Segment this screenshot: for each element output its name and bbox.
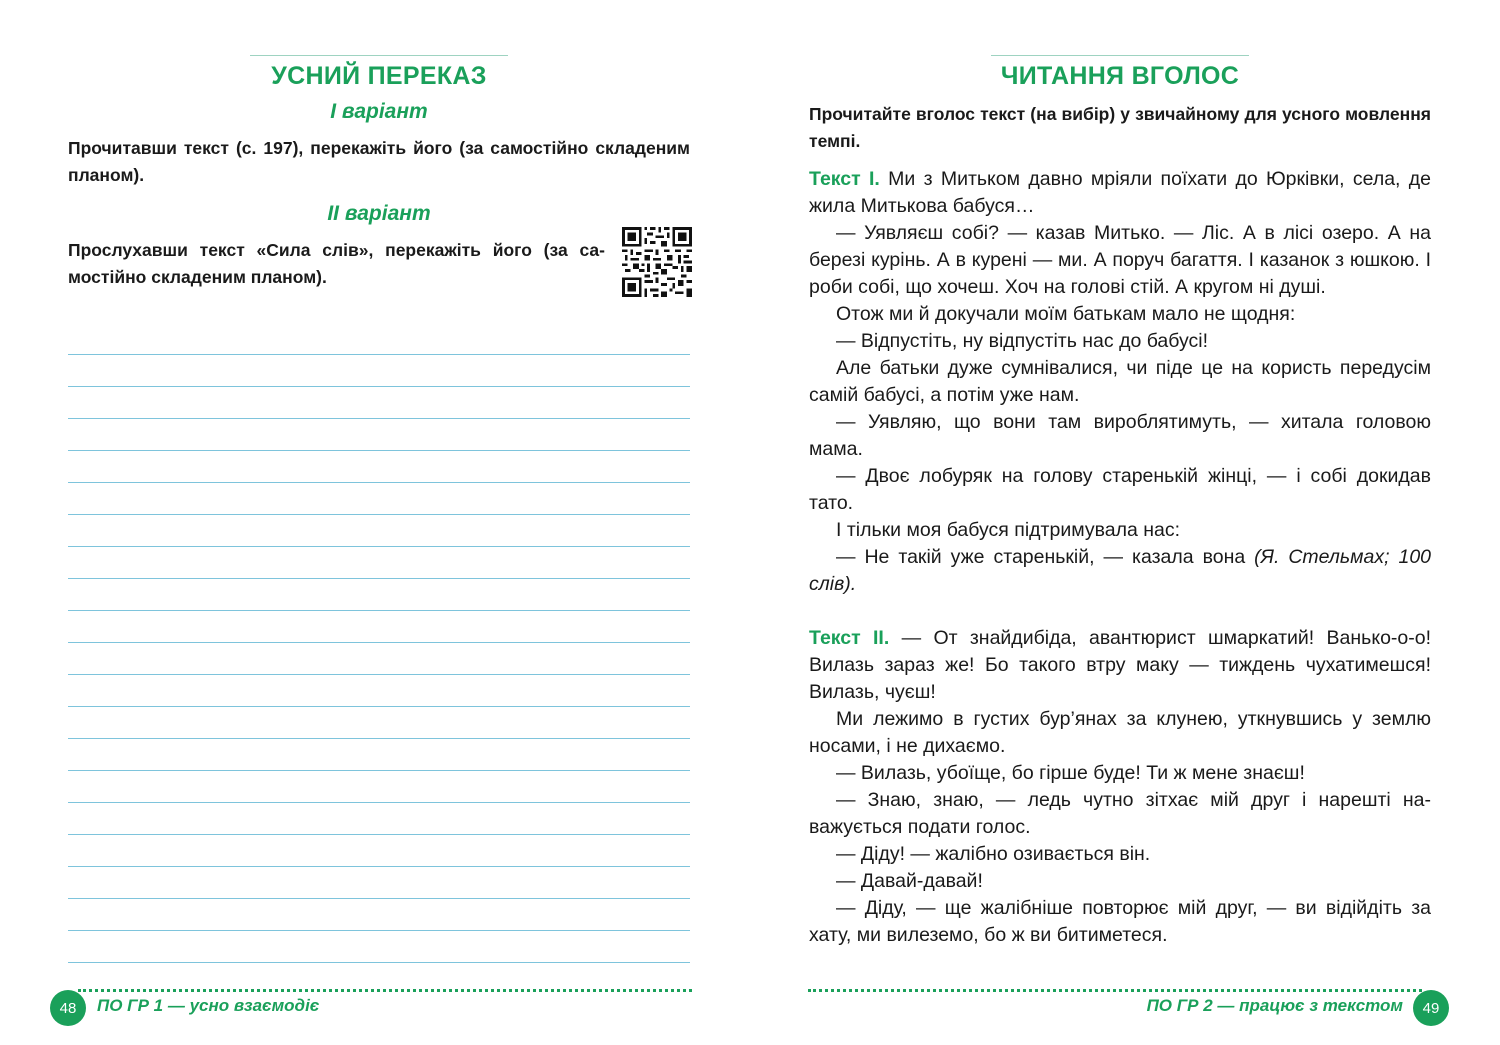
writing-line [68, 674, 690, 675]
text-1-paragraph: — Двоє лобуряк на голову старенькій жінці, — і собі докидав тато. [809, 465, 1431, 514]
text-1-intro [809, 166, 1431, 220]
writing-line [68, 546, 690, 547]
text-2-label: Текст ІІ. [809, 627, 890, 649]
right-page [750, 0, 1500, 1045]
text-2-paragraph: — Діду! — жалібно озивається він. [836, 843, 1151, 865]
writing-line [68, 962, 690, 963]
text-2-paragraph: Ми лежимо в густих бур’янах за клунею, уткнувшись у землю носами, і не дихаємо. [809, 708, 1431, 757]
variant-2-task: Прослухавши текст «Сила слів», перекажіть його (за самостійно складеним планом). [68, 240, 605, 287]
page-number-badge: 48 [50, 990, 86, 1026]
variant-2-heading: ІІ варіант [327, 202, 431, 225]
variant-1-heading: І варіант [330, 100, 428, 123]
text-1-closing [809, 544, 1431, 598]
text-2-paragraph: — Давай-давай! [836, 870, 983, 892]
writing-line [68, 482, 690, 483]
text-1-first: Ми з Митьком давно мріяли поїхати до Юрківки, села, де жила Митькова бабуся… [809, 168, 1432, 217]
footer-divider [78, 989, 692, 992]
writing-line [68, 738, 690, 739]
writing-line [68, 802, 690, 803]
writing-line [68, 770, 690, 771]
page-number-badge: 49 [1413, 990, 1449, 1026]
text-1-last: — Не такій уже старенькій, — казала вона [836, 546, 1246, 568]
writing-line [68, 418, 690, 419]
writing-line [68, 354, 690, 355]
footer-label: ПО ГР 2 — працює з текстом [1146, 996, 1403, 1015]
text-1-paragraph: Отож ми й докучали моїм батькам мало не щодня: [836, 303, 1296, 325]
writing-line [68, 578, 690, 579]
text-1-source: (Я. Стельмах; 100 слів). [809, 546, 1432, 595]
writing-line [68, 386, 690, 387]
text-1-paragraph: Але батьки дуже сумнівалися, чи піде це на користь передусім самій бабусі, а потім уже нам. [809, 357, 1431, 406]
writing-line [68, 930, 690, 931]
writing-line [68, 642, 690, 643]
footer-divider [808, 989, 1422, 992]
variant-1-task: Прочитавши текст (с. 197), перекажіть його (за самостійно складеним планом). [68, 138, 690, 185]
text-2-paragraph: — Діду, — ще жалібніше повторює мій друг, — ви відійдіть за хату, ми вилеземо, бо ж ви битиметеся. [809, 897, 1431, 946]
text-1-paragraph: — Відпустіть, ну відпустіть нас до бабусі! [836, 330, 1209, 352]
text-2-paragraph: — Вилазь, убоїще, бо гірше буде! Ти ж мене знаєш! [836, 762, 1305, 784]
page-title: ЧИТАННЯ ВГОЛОС [1000, 62, 1240, 90]
text-2-intro [809, 625, 1431, 706]
text-1-label: Текст І. [809, 168, 880, 190]
top-rule [991, 55, 1249, 56]
writing-lines [68, 354, 690, 994]
page-title: УСНИЙ ПЕРЕКАЗ [271, 62, 487, 90]
text-2-first: — От знайдибіда, авантюрист шмаркатий! Ванько-о-о! Вилазь зараз же! Бо такого втру маку — тиждень чухатимешся! Вилазь, чуєш! [809, 627, 1432, 703]
writing-line [68, 706, 690, 707]
reading-texts [809, 166, 1431, 949]
text-1-paragraph: І тільки моя бабуся підтримувала нас: [836, 519, 1180, 541]
writing-line [68, 866, 690, 867]
writing-line [68, 450, 690, 451]
text-1-paragraph: — Уявляєш собі? — казав Митько. — Ліс. А в лісі озеро. А на березі курінь. А в курені — ми. А поруч багаття. І казанок з юшкою. І роби собі, що хочеш. Хоч на голові стій. А кругом ні душі. [809, 222, 1431, 298]
footer-label: ПО ГР 1 — усно взаємодіє [97, 996, 320, 1015]
qr-code-icon[interactable] [622, 227, 692, 297]
writing-line [68, 898, 690, 899]
writing-line [68, 514, 690, 515]
reading-instruction: Прочитайте вголос текст (на вибір) у звичайному для усного мовлення темпі. [809, 104, 1431, 151]
text-1-paragraph: — Уявляю, що вони там вироблятимуть, — хитала головою мама. [809, 411, 1431, 460]
writing-line [68, 834, 690, 835]
text-2-paragraph: — Знаю, знаю, — ледь чутно зітхає мій друг і нарешті наважується подати голос. [809, 789, 1431, 838]
writing-line [68, 610, 690, 611]
top-rule [250, 55, 508, 56]
